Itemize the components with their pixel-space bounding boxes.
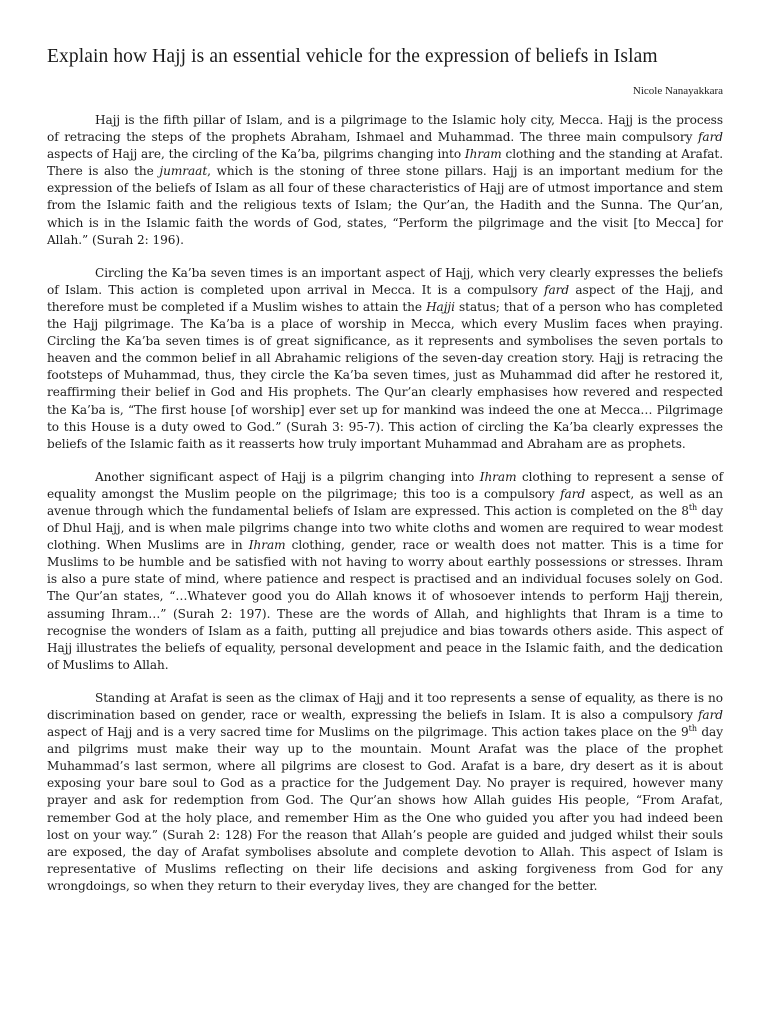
paragraph-3: Another significant aspect of Hajj is a pilgrim changing into Ihram clothing to represent a sense of equality amongst the Muslim people on the pilgrimage; this too is a compulsory fard aspect, as well as an avenue through which the fundamental beliefs of Islam are expressed. This action is completed on the 8th day of Dhul Hajj, and is when male pilgrims change into two white cloths and women are required to wear modest clothing. When Muslims are in Ihram clothing, gender, race or wealth does not matter. This is a time for Muslims to be humble and be satisfied with not having to worry about earthly possessions or stresses. Ihram is also a pure state of mind, where patience and respect is practised and an individual focuses solely on God. The Qur’an states, “…Whatever good you do Allah knows it of whosoever intends to perform Hajj therein, assuming Ihram…” (Surah 2: 197). These are the words of Allah, and highlights that Ihram is a time to recognise the wonders of Islam as a faith, putting all prejudice and bias towards others aside. This aspect of Hajj illustrates the beliefs of equality, personal development and peace in the Islamic faith, and the dedication of Muslims to Allah. — [47, 469, 724, 672]
document-title: Explain how Hajj is an essential vehicle for the expression of beliefs in Islam — [47, 46, 658, 67]
author-name: Nicole Nanayakkara — [632, 85, 723, 97]
paragraph-4: Standing at Arafat is seen as the climax of Hajj and it too represents a sense of equality, as there is no discrimination based on gender, race or wealth, expressing the beliefs in Islam. It is also a compulsory fard aspect of Hajj and is a very sacred time for Muslims on the pilgrimage. This action takes place on the 9th day and pilgrims must make their way up to the mountain. Mount Arafat was the place of the prophet Muhammad’s last sermon, where all pilgrims are closest to God. Arafat is a bare, dry desert as it is about exposing your bare soul to God as a practice for the Judgement Day. No prayer is required, however many prayer and ask for redemption from God. The Qur’an shows how Allah guides His people, “From Arafat, remember God at the holy place, and remember Him as the One who guided you after you had indeed been lost on your way.” (Surah 2: 128) For the reason that Allah’s people are guided and judged whilst their souls are exposed, the day of Arafat symbolises absolute and complete devotion to Allah. This aspect of Islam is representative of Muslims reflecting on their life decisions and asking forgiveness from God for any wrongdoings, so when they return to their everyday lives, they are changed for the better. — [47, 690, 723, 893]
paragraph-2: Circling the Ka’ba seven times is an important aspect of Hajj, which very clearly expresses the beliefs of Islam. This action is completed upon arrival in Mecca. It is a compulsory fard aspect of the Hajj, and therefore must be completed if a Muslim wishes to attain the Hajji status; that of a person who has completed the Hajj pilgrimage. The Ka’ba is a place of worship in Mecca, which every Muslim faces when praying. Circling the Ka’ba seven times is of great significance, as it represents and symbolises the seven portals to heaven and the common belief in all Abrahamic religions of the seven-day creation story. Hajj is retracing the footsteps of Muhammad, thus, they circle the Ka’ba seven times, just as Muhammad did after he restored it, reaffirming their belief in God and His prophets. The Qur’an clearly emphasises how revered and respected the Ka’ba is, “The first house [of worship] ever set up for mankind was indeed the one at Mecca… Pilgrimage to this House is a duty owed to God.” (Surah 3: 95-7). This action of circling the Ka’ba clearly expresses the beliefs of the Islamic faith as it reasserts how truly important Muhammad and Abraham are as prophets. — [47, 265, 724, 451]
document-page — [47, 44, 723, 911]
paragraph-1: Hajj is the fifth pillar of Islam, and is a pilgrimage to the Islamic holy city, Mecca. Hajj is the process of retracing the steps of the prophets Abraham, Ishmael and Muhammad. The three main compulsory fard aspects of Hajj are, the circling of the Ka’ba, pilgrims changing into Ihram clothing and the standing at Arafat. There is also the jumraat, which is the stoning of three stone pillars. Hajj is an important medium for the expression of the beliefs of Islam as all four of these characteristics of Hajj are of utmost importance and stem from the Islamic faith and the religious texts of Islam; the Qur’an, the Hadith and the Sunna. The Qur’an, which is in the Islamic faith the words of God, states, “Perform the pilgrimage and the visit [to Mecca] for Allah.” (Surah 2: 196). — [47, 113, 724, 247]
